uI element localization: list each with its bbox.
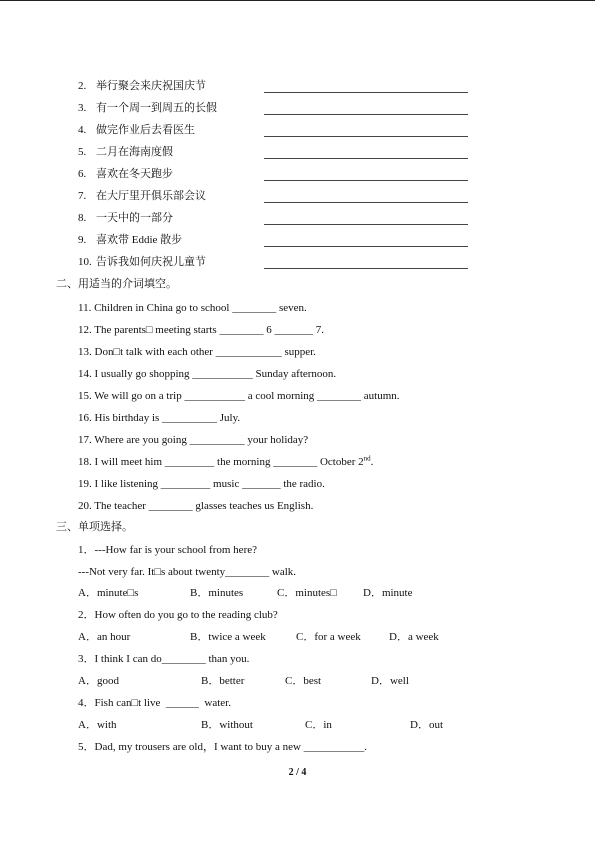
phrase-text: 喜欢在冬天跑步 — [96, 168, 173, 180]
phrase-number: 10. — [78, 256, 92, 268]
option-c[interactable]: C．best — [285, 675, 322, 687]
option-a[interactable]: A．minute□s — [78, 587, 139, 599]
ordinal-suffix: nd — [363, 454, 371, 463]
answer-blank[interactable] — [264, 158, 468, 159]
phrase-text: 举行聚会来庆祝国庆节 — [96, 80, 206, 92]
phrase-text: 做完作业后去看医生 — [96, 124, 195, 136]
answer-blank[interactable] — [264, 246, 468, 247]
question-text: 2．How often do you go to the reading club? — [78, 609, 278, 621]
option-d[interactable]: D．minute — [363, 587, 413, 599]
option-b[interactable]: B．better — [201, 675, 245, 687]
answer-blank[interactable] — [264, 268, 468, 269]
option-a[interactable]: A．an hour — [78, 631, 131, 643]
phrase-text: 有一个周一到周五的长假 — [96, 102, 217, 114]
phrase-number: 5. — [78, 146, 87, 158]
sentence-end: . — [370, 456, 374, 468]
question-text: 19. I like listening _________ music _______ the radio. — [78, 478, 325, 490]
question-text: ---Not very far. It□s about twenty________ walk. — [78, 566, 297, 578]
question-text: 4．Fish can□t live ______ water. — [78, 697, 231, 709]
answer-blank[interactable] — [264, 136, 468, 137]
page-number: 2 / 4 — [288, 767, 307, 778]
option-c[interactable]: C．for a week — [296, 631, 361, 643]
answer-blank[interactable] — [264, 202, 468, 203]
question-text: 13. Don□t talk with each other ____________ supper. — [78, 346, 316, 358]
option-d[interactable]: D．well — [371, 675, 409, 687]
option-c[interactable]: C．minutes□ — [277, 587, 337, 599]
option-c[interactable]: C．in — [305, 719, 332, 731]
phrase-text: 告诉我如何庆祝儿童节 — [96, 256, 206, 268]
phrase-number: 2. — [78, 80, 87, 92]
question-text: 1．---How far is your school from here? — [78, 544, 257, 556]
question-text: 11. Children in China go to school ________ seven. — [78, 302, 307, 314]
option-b[interactable]: B．twice a week — [190, 631, 266, 643]
option-a[interactable]: A．good — [78, 675, 119, 687]
section-heading: 二、用适当的介词填空。 — [56, 278, 177, 290]
phrase-number: 4. — [78, 124, 87, 136]
question-text: 17. Where are you going __________ your holiday? — [78, 434, 309, 446]
option-b[interactable]: B．minutes — [190, 587, 244, 599]
question-text: 3．I think I can do________ than you. — [78, 653, 250, 665]
question-main: 18. I will meet him _________ the morning ________ October 2 — [78, 456, 364, 468]
question-text: 16. His birthday is __________ July. — [78, 412, 241, 424]
phrase-text: 在大厅里开俱乐部会议 — [96, 190, 206, 202]
answer-blank[interactable] — [264, 114, 468, 115]
phrase-number: 7. — [78, 190, 87, 202]
option-a[interactable]: A．with — [78, 719, 117, 731]
phrase-text: 喜欢带 Eddie 散步 — [96, 234, 183, 246]
phrase-number: 8. — [78, 212, 87, 224]
phrase-number: 6. — [78, 168, 87, 180]
option-d[interactable]: D．a week — [389, 631, 439, 643]
phrase-number: 3. — [78, 102, 87, 114]
question-text: 15. We will go on a trip ___________ a cool morning ________ autumn. — [78, 390, 400, 402]
phrase-number: 9. — [78, 234, 87, 246]
top-border — [0, 0, 595, 1]
answer-blank[interactable] — [264, 92, 468, 93]
phrase-text: 二月在海南度假 — [96, 146, 173, 158]
phrase-text: 一天中的一部分 — [96, 212, 173, 224]
answer-blank[interactable] — [264, 180, 468, 181]
option-b[interactable]: B．without — [201, 719, 253, 731]
answer-blank[interactable] — [264, 224, 468, 225]
section-heading: 三、单项选择。 — [56, 521, 133, 533]
question-text — [78, 456, 373, 469]
question-text: 20. The teacher ________ glasses teaches us English. — [78, 500, 314, 512]
question-text: 12. The parents□ meeting starts ________ 6 _______ 7. — [78, 324, 324, 336]
question-text: 5．Dad, my trousers are old，I want to buy a new ___________. — [78, 741, 368, 753]
question-text: 14. I usually go shopping ___________ Sunday afternoon. — [78, 368, 337, 380]
option-d[interactable]: D．out — [410, 719, 443, 731]
